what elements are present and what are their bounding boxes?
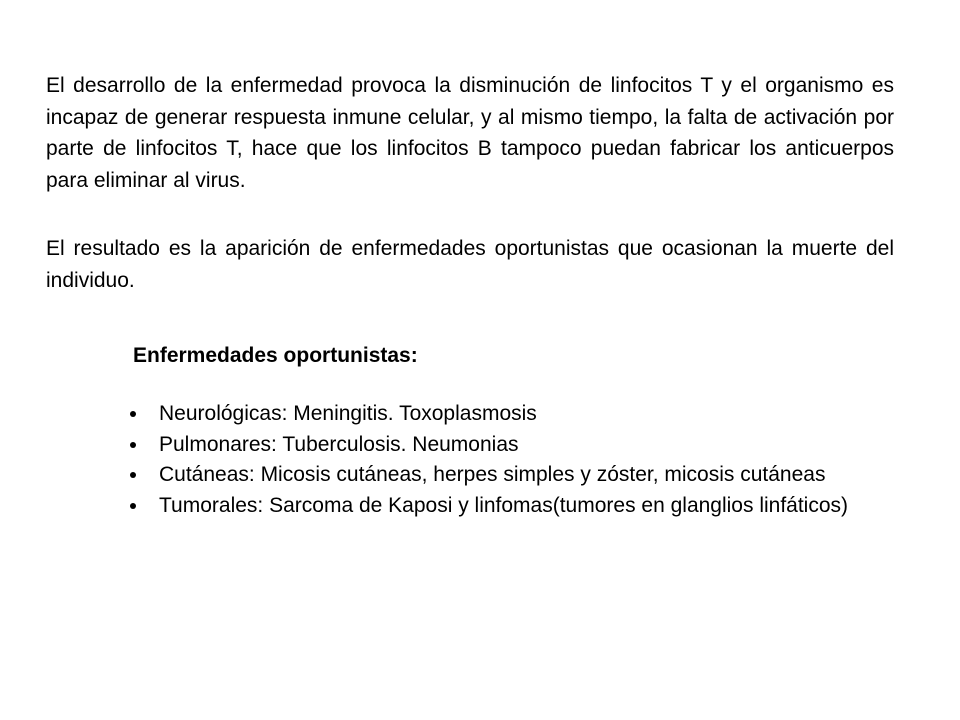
bullet-icon [130, 442, 136, 448]
list-item [130, 491, 890, 522]
section-heading: Enfermedades oportunistas: [133, 344, 418, 367]
disease-list [130, 399, 890, 521]
bullet-icon [130, 472, 136, 478]
list-item-text: Pulmonares: Tuberculosis. Neumonias [159, 432, 519, 456]
bullet-icon [130, 411, 136, 417]
result-paragraph: El resultado es la aparición de enfermedades oportunistas que ocasionan la muerte del individuo. [46, 237, 894, 292]
bullet-icon [130, 503, 136, 509]
intro-paragraph: El desarrollo de la enfermedad provoca la disminución de linfocitos T y el organismo es incapaz de generar respuesta inmune celular, y al mismo tiempo, la falta de activación por parte de linfocitos T, hace que los linfocitos B tampoco puedan fabricar los anticuerpos para eliminar al virus. [46, 74, 894, 192]
list-item [130, 460, 890, 491]
list-item-text: Cutáneas: Micosis cutáneas, herpes simples y zóster, micosis cutáneas [159, 463, 826, 486]
list-item-text: Neurológicas: Meningitis. Toxoplasmosis [159, 402, 537, 425]
list-item [130, 430, 890, 461]
list-item [130, 399, 890, 430]
list-item-text: Tumorales: Sarcoma de Kaposi y linfomas(tumores en glanglios linfáticos) [159, 493, 849, 517]
